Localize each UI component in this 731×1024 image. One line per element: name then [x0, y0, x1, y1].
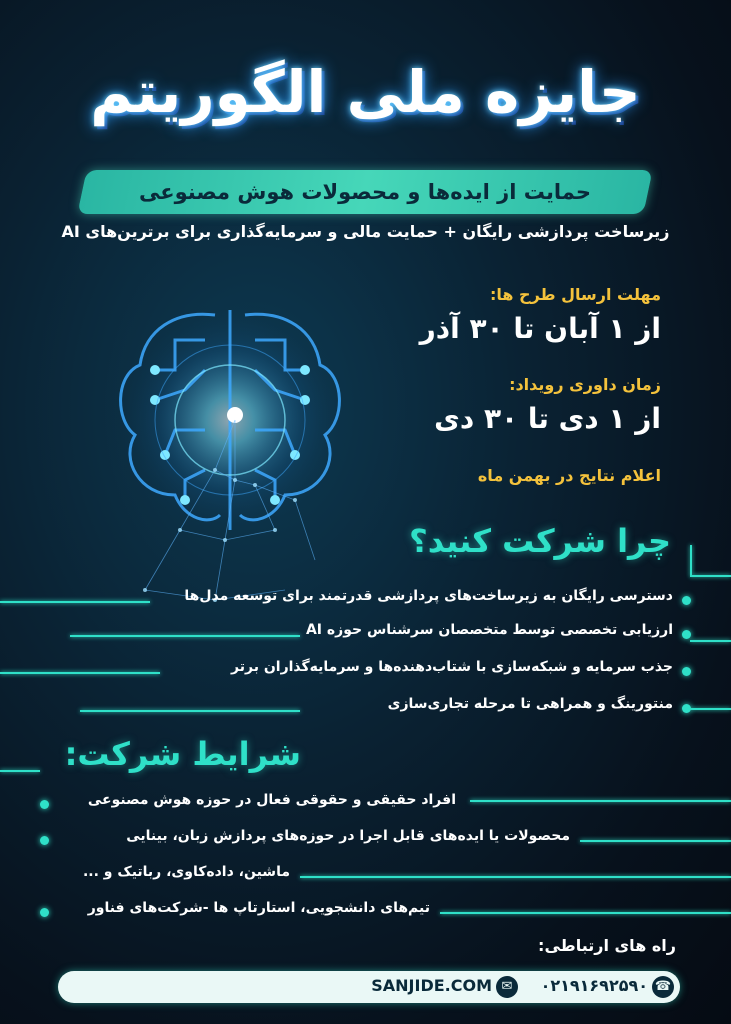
circuit-line [690, 708, 731, 710]
judging-label: زمان داوری رویداد: [509, 375, 661, 394]
website-link[interactable]: SANJIDE.COM [371, 976, 492, 995]
circuit-line [300, 876, 731, 878]
circuit-line [440, 912, 731, 914]
circuit-line [470, 800, 731, 802]
tagline: زیرساخت پردازشی رایگان + حمایت مالی و سرمایه‌گذاری برای برترین‌های AI [61, 222, 670, 241]
results-announcement: اعلام نتایج در بهمن ماه [477, 466, 661, 485]
bullet-dot [40, 800, 49, 809]
circuit-line [690, 640, 731, 642]
contact-label: راه های ارتباطی: [538, 936, 676, 955]
bullet-dot [682, 630, 691, 639]
phone-number[interactable]: ۰۲۱۹۱۶۹۲۵۹۰ [540, 976, 648, 995]
bullet-dot [40, 836, 49, 845]
subtitle: حمایت از ایده‌ها و محصولات هوش مصنوعی [139, 180, 591, 204]
page-title: جایزه ملی الگوریتم [90, 58, 641, 126]
conditions-item: ماشین، داده‌کاوی، رباتیک و ... [82, 864, 290, 880]
circuit-line [690, 545, 692, 575]
conditions-item: افراد حقیقی و حقوقی فعال در حوزه هوش مصنوعی [87, 792, 456, 808]
why-item: دسترسی رایگان به زیرساخت‌های پردازشی قدرتمند برای توسعه مدل‌ها [184, 588, 673, 604]
judging-value: از ۱ دی تا ۳۰ دی [434, 402, 661, 435]
why-title: چرا شرکت کنید؟ [409, 522, 671, 560]
bullet-dot [682, 596, 691, 605]
conditions-item: تیم‌های دانشجویی، استارتاپ ها -شرکت‌های فناور [87, 900, 430, 916]
conditions-item: محصولات یا ایده‌های قابل اجرا در حوزه‌های پردازش زبان، بینایی [126, 828, 570, 844]
phone-icon: ☎ [652, 976, 674, 998]
why-item: جذب سرمایه و شبکه‌سازی با شتاب‌دهنده‌ها و سرمایه‌گذاران برتر [231, 659, 673, 675]
circuit-line [580, 840, 731, 842]
mail-icon: ✉ [496, 976, 518, 998]
circuit-line [0, 770, 40, 772]
deadline-label: مهلت ارسال طرح ها: [489, 285, 661, 304]
bullet-dot [682, 704, 691, 713]
conditions-title: شرایط شرکت: [64, 735, 301, 773]
deadline-value: از ۱ آبان تا ۳۰ آذر [419, 312, 661, 345]
circuit-line [0, 601, 150, 603]
why-item: ارزیابی تخصصی توسط متخصصان سرشناس حوزه AI [305, 622, 673, 638]
circuit-line [0, 672, 160, 674]
bullet-dot [682, 667, 691, 676]
circuit-line [690, 575, 731, 577]
bullet-dot [40, 908, 49, 917]
why-item: منتورینگ و همراهی تا مرحله تجاری‌سازی [387, 696, 673, 712]
